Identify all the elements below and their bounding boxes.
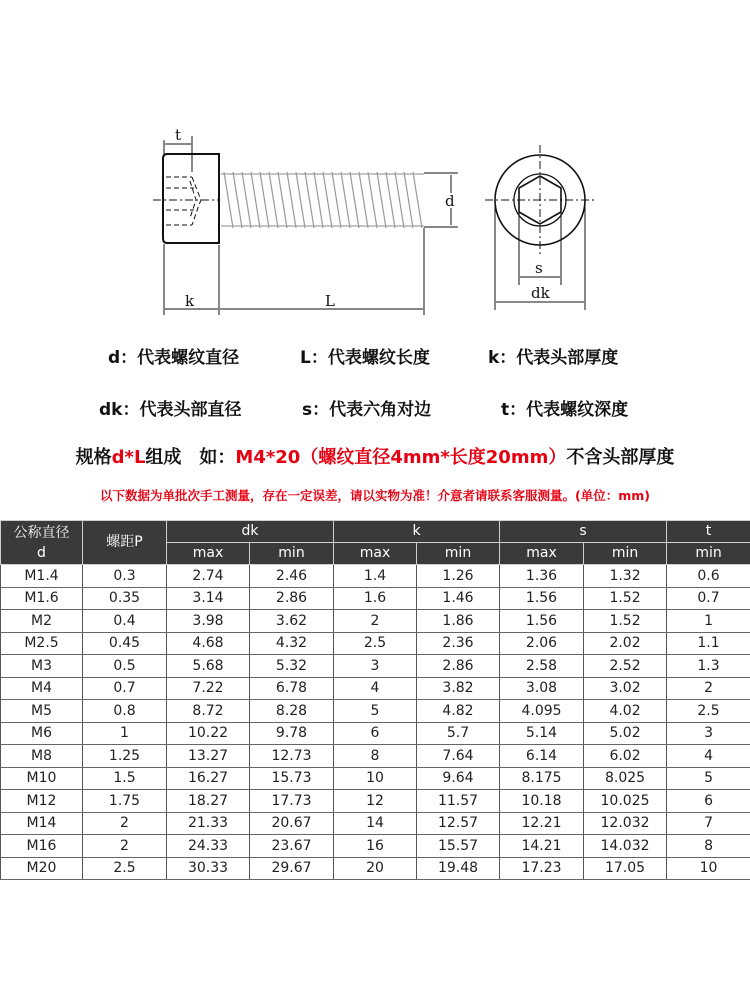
cell-pitch: 2.5 <box>83 857 167 880</box>
table-row <box>1 835 750 858</box>
cell-s-max: 17.23 <box>500 857 584 880</box>
legend-s: s：代表六角对边 <box>302 400 432 420</box>
cell-s-min: 12.032 <box>584 812 667 835</box>
cell-k-min: 11.57 <box>417 790 500 813</box>
cell-s-min: 14.032 <box>584 835 667 858</box>
cell-dk-max: 8.72 <box>167 700 250 723</box>
cell-t-min: 6 <box>667 790 750 813</box>
header-s-min: min <box>584 543 667 565</box>
cell-k-max: 3 <box>334 655 417 678</box>
spec-formula: d*L <box>111 447 146 468</box>
cell-s-min: 6.02 <box>584 745 667 768</box>
table-row <box>1 812 750 835</box>
cell-dk-min: 2.46 <box>250 565 334 588</box>
table-row <box>1 632 750 655</box>
cell-dk-min: 9.78 <box>250 722 334 745</box>
screw-technical-drawing <box>0 0 750 330</box>
cell-dk-min: 4.32 <box>250 632 334 655</box>
cell-pitch: 2 <box>83 812 167 835</box>
cell-nominal-d: M20 <box>1 857 83 880</box>
table-row <box>1 722 750 745</box>
cell-k-max: 2 <box>334 610 417 633</box>
cell-pitch: 0.35 <box>83 587 167 610</box>
cell-t-min: 8 <box>667 835 750 858</box>
cell-nominal-d: M1.4 <box>1 565 83 588</box>
cell-t-min: 1 <box>667 610 750 633</box>
header-nominal-diameter <box>1 521 83 565</box>
cell-s-max: 12.21 <box>500 812 584 835</box>
legend-t: t：代表螺纹深度 <box>501 400 629 420</box>
legend-k: k：代表头部厚度 <box>488 348 619 368</box>
cell-t-min: 10 <box>667 857 750 880</box>
cell-s-max: 5.14 <box>500 722 584 745</box>
cell-t-min: 2 <box>667 677 750 700</box>
cell-dk-min: 2.86 <box>250 587 334 610</box>
cell-s-max: 2.58 <box>500 655 584 678</box>
cell-nominal-d: M14 <box>1 812 83 835</box>
cell-dk-max: 3.98 <box>167 610 250 633</box>
cell-k-min: 1.26 <box>417 565 500 588</box>
cell-k-max: 8 <box>334 745 417 768</box>
measurement-note: 以下数据为单批次手工测量，存在一定误差，请以实物为准！介意者请联系客服测量。(单位：mm) <box>100 488 650 503</box>
cell-dk-max: 4.68 <box>167 632 250 655</box>
cell-s-max: 2.06 <box>500 632 584 655</box>
cell-k-max: 1.6 <box>334 587 417 610</box>
header-nominal-line1: 公称直径 <box>13 524 70 541</box>
cell-k-min: 19.48 <box>417 857 500 880</box>
cell-k-min: 2.86 <box>417 655 500 678</box>
label-dk: dk <box>531 284 550 302</box>
cell-dk-max: 7.22 <box>167 677 250 700</box>
cell-s-min: 2.02 <box>584 632 667 655</box>
cell-pitch: 1.25 <box>83 745 167 768</box>
cell-t-min: 7 <box>667 812 750 835</box>
cell-nominal-d: M4 <box>1 677 83 700</box>
cell-nominal-d: M2.5 <box>1 632 83 655</box>
cell-k-max: 16 <box>334 835 417 858</box>
header-t-min: min <box>667 543 750 565</box>
cell-dk-max: 24.33 <box>167 835 250 858</box>
header-dk: dk <box>167 521 334 543</box>
cell-k-max: 5 <box>334 700 417 723</box>
cell-s-max: 3.08 <box>500 677 584 700</box>
cell-k-max: 2.5 <box>334 632 417 655</box>
cell-s-min: 10.025 <box>584 790 667 813</box>
table-row <box>1 745 750 768</box>
cell-dk-min: 3.62 <box>250 610 334 633</box>
cell-s-max: 1.56 <box>500 587 584 610</box>
cell-t-min: 4 <box>667 745 750 768</box>
table-body <box>1 565 750 880</box>
header-nominal-line2: d <box>37 544 46 561</box>
cell-k-max: 6 <box>334 722 417 745</box>
cell-k-min: 4.82 <box>417 700 500 723</box>
spec-suffix1: 组成 如： <box>145 447 236 468</box>
cell-pitch: 0.3 <box>83 565 167 588</box>
side-view-drawing <box>153 136 458 315</box>
label-d: d <box>445 192 455 210</box>
table-row <box>1 587 750 610</box>
cell-t-min: 2.5 <box>667 700 750 723</box>
cell-nominal-d: M10 <box>1 767 83 790</box>
cell-nominal-d: M16 <box>1 835 83 858</box>
cell-s-min: 5.02 <box>584 722 667 745</box>
cell-nominal-d: M12 <box>1 790 83 813</box>
header-dk-max: max <box>167 543 250 565</box>
cell-k-max: 4 <box>334 677 417 700</box>
header-k: k <box>334 521 500 543</box>
header-k-min: min <box>417 543 500 565</box>
cell-s-min: 4.02 <box>584 700 667 723</box>
cell-s-max: 4.095 <box>500 700 584 723</box>
cell-k-min: 7.64 <box>417 745 500 768</box>
cell-dk-min: 23.67 <box>250 835 334 858</box>
cell-dk-max: 2.74 <box>167 565 250 588</box>
spec-suffix2: 不含头部厚度 <box>566 447 675 468</box>
legend-d: d：代表螺纹直径 <box>108 348 240 368</box>
header-s-max: max <box>500 543 584 565</box>
cell-s-min: 1.52 <box>584 587 667 610</box>
cell-s-max: 8.175 <box>500 767 584 790</box>
label-L: L <box>325 292 335 310</box>
cell-dk-max: 21.33 <box>167 812 250 835</box>
cell-nominal-d: M5 <box>1 700 83 723</box>
cell-t-min: 0.6 <box>667 565 750 588</box>
spec-prefix: 规格 <box>75 447 112 468</box>
cell-k-max: 20 <box>334 857 417 880</box>
cell-dk-min: 15.73 <box>250 767 334 790</box>
cell-dk-max: 16.27 <box>167 767 250 790</box>
spec-example: M4*20（螺纹直径4mm*长度20mm） <box>235 447 567 468</box>
legend-dk: dk：代表头部直径 <box>99 400 242 420</box>
cell-k-min: 9.64 <box>417 767 500 790</box>
dimension-table <box>0 520 750 880</box>
cell-nominal-d: M2 <box>1 610 83 633</box>
cell-pitch: 2 <box>83 835 167 858</box>
cell-dk-max: 3.14 <box>167 587 250 610</box>
table-row <box>1 565 750 588</box>
cell-k-min: 12.57 <box>417 812 500 835</box>
cell-pitch: 1.5 <box>83 767 167 790</box>
cell-pitch: 0.5 <box>83 655 167 678</box>
cell-s-max: 1.56 <box>500 610 584 633</box>
cell-pitch: 0.45 <box>83 632 167 655</box>
cell-dk-min: 5.32 <box>250 655 334 678</box>
table-row <box>1 677 750 700</box>
cell-s-min: 1.52 <box>584 610 667 633</box>
cell-t-min: 1.1 <box>667 632 750 655</box>
cell-k-max: 14 <box>334 812 417 835</box>
table-row <box>1 700 750 723</box>
cell-dk-max: 5.68 <box>167 655 250 678</box>
cell-nominal-d: M6 <box>1 722 83 745</box>
cell-pitch: 0.7 <box>83 677 167 700</box>
cell-k-min: 3.82 <box>417 677 500 700</box>
table-row <box>1 767 750 790</box>
cell-s-max: 6.14 <box>500 745 584 768</box>
cell-nominal-d: M3 <box>1 655 83 678</box>
cell-k-min: 5.7 <box>417 722 500 745</box>
table-row <box>1 857 750 880</box>
cell-k-min: 15.57 <box>417 835 500 858</box>
cell-k-max: 10 <box>334 767 417 790</box>
label-t: t <box>175 126 182 144</box>
label-k: k <box>185 292 195 310</box>
table-row <box>1 610 750 633</box>
cell-t-min: 1.3 <box>667 655 750 678</box>
header-pitch: 螺距P <box>83 521 167 565</box>
cell-s-max: 10.18 <box>500 790 584 813</box>
header-dk-min: min <box>250 543 334 565</box>
label-s: s <box>535 259 543 277</box>
header-k-max: max <box>334 543 417 565</box>
cell-s-min: 2.52 <box>584 655 667 678</box>
header-t: t <box>667 521 750 543</box>
table-row <box>1 655 750 678</box>
cell-pitch: 0.8 <box>83 700 167 723</box>
cell-t-min: 5 <box>667 767 750 790</box>
cell-dk-min: 8.28 <box>250 700 334 723</box>
cell-k-min: 2.36 <box>417 632 500 655</box>
cell-s-min: 1.32 <box>584 565 667 588</box>
cell-nominal-d: M8 <box>1 745 83 768</box>
legend-L: L：代表螺纹长度 <box>300 348 430 368</box>
cell-dk-min: 17.73 <box>250 790 334 813</box>
cell-pitch: 1 <box>83 722 167 745</box>
cell-nominal-d: M1.6 <box>1 587 83 610</box>
cell-dk-max: 10.22 <box>167 722 250 745</box>
table-header-row-1 <box>1 521 750 543</box>
cell-pitch: 0.4 <box>83 610 167 633</box>
cell-dk-max: 13.27 <box>167 745 250 768</box>
cell-dk-min: 20.67 <box>250 812 334 835</box>
cell-dk-min: 12.73 <box>250 745 334 768</box>
table-row <box>1 790 750 813</box>
cell-dk-min: 29.67 <box>250 857 334 880</box>
cell-s-max: 1.36 <box>500 565 584 588</box>
spec-description <box>0 443 750 469</box>
cell-dk-max: 18.27 <box>167 790 250 813</box>
cell-t-min: 3 <box>667 722 750 745</box>
cell-s-min: 3.02 <box>584 677 667 700</box>
cell-pitch: 1.75 <box>83 790 167 813</box>
cell-dk-max: 30.33 <box>167 857 250 880</box>
cell-dk-min: 6.78 <box>250 677 334 700</box>
cell-k-min: 1.46 <box>417 587 500 610</box>
cell-s-max: 14.21 <box>500 835 584 858</box>
cell-k-min: 1.86 <box>417 610 500 633</box>
cell-t-min: 0.7 <box>667 587 750 610</box>
cell-s-min: 17.05 <box>584 857 667 880</box>
cell-k-max: 1.4 <box>334 565 417 588</box>
header-s: s <box>500 521 667 543</box>
cell-s-min: 8.025 <box>584 767 667 790</box>
cell-k-max: 12 <box>334 790 417 813</box>
